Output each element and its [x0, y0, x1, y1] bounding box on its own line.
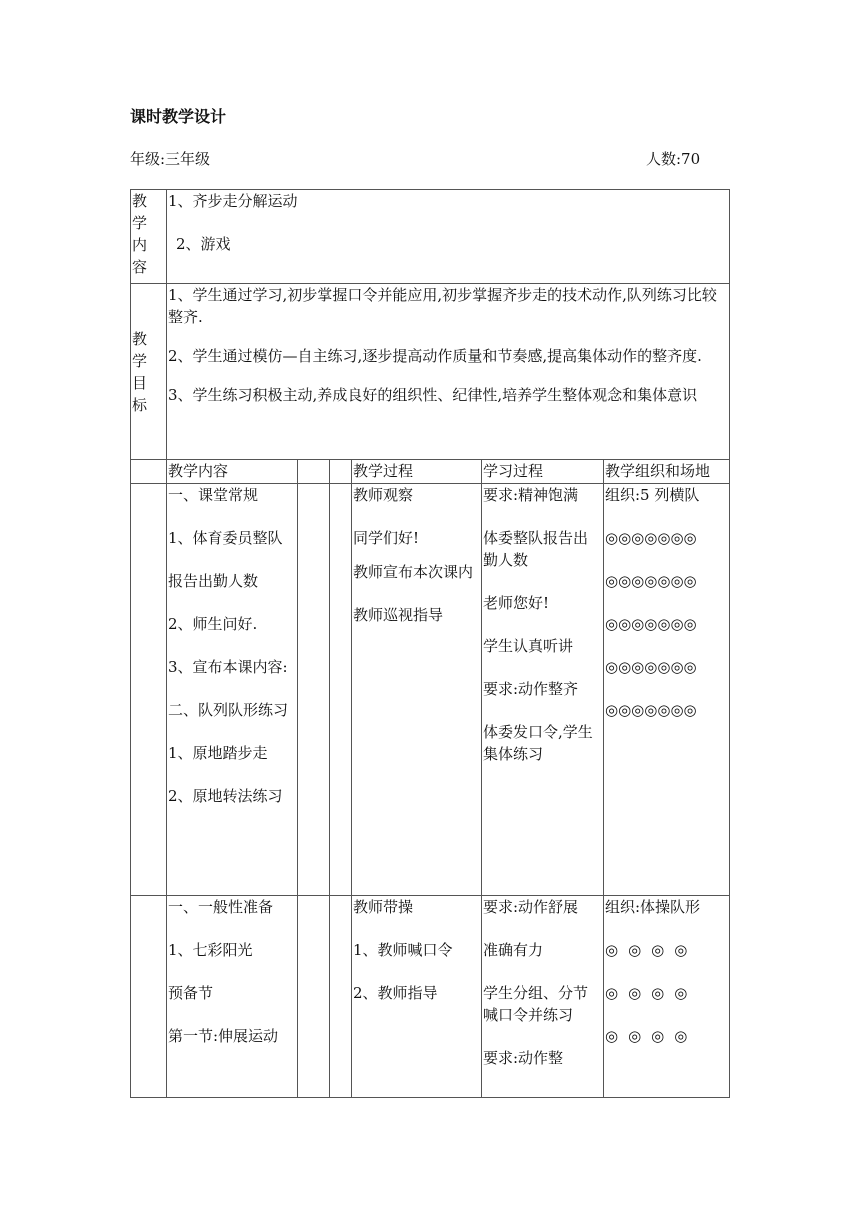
row1-organization-cell: 组织:5 列横队 ◎◎◎◎◎◎◎ ◎◎◎◎◎◎◎ ◎◎◎◎◎◎◎ ◎◎◎◎◎◎◎ ◎◎◎◎◎◎◎ — [604, 484, 730, 896]
teaching-goals-cell — [167, 284, 730, 460]
goal-item: 2、学生通过模仿—自主练习,逐步提高动作质量和节奏感,提高集体动作的整齐度. — [168, 347, 702, 365]
header-learning-process: 学习过程 — [482, 460, 604, 484]
section-row-routine — [131, 484, 730, 896]
formation-row: ◎◎◎◎◎◎◎ — [605, 529, 697, 547]
formation-row: ◎◎◎◎◎◎◎ — [605, 615, 697, 633]
formation-row: ◎◎◎◎◎◎◎ — [605, 572, 697, 590]
row2-organization-cell: 组织:体操队形 ◎◎◎◎ ◎◎◎◎ ◎◎◎◎ — [604, 896, 730, 1098]
formation-row: ◎◎◎◎ — [605, 1027, 698, 1045]
row2-learning-cell: 要求:动作舒展 准确有力 学生分组、分节喊口令并练习 要求:动作整 — [482, 896, 604, 1098]
row2-teaching-cell: 教师带操 1、教师喊口令 2、教师指导 — [352, 896, 482, 1098]
teaching-goals-row — [131, 284, 730, 460]
teaching-content-label: 教 学 内 容 — [131, 190, 167, 284]
formation-row: ◎◎◎◎ — [605, 941, 698, 959]
header-teaching-process: 教学过程 — [352, 460, 482, 484]
header-teaching-content: 教学内容 — [167, 460, 298, 484]
student-count: 人数:70 — [646, 150, 701, 168]
content-item: 1、齐步走分解运动 — [168, 192, 298, 210]
teaching-goals-label: 教 学 目 标 — [131, 284, 167, 460]
document-title: 课时教学设计 — [130, 107, 227, 126]
formation-row: ◎◎◎◎◎◎◎ — [605, 658, 697, 676]
row1-content-cell: 一、课堂常规 1、体育委员整队 报告出勤人数 2、师生问好. 3、宣布本课内容: 二、队列队形练习 1、原地踏步走 2、原地转法练习 — [167, 484, 298, 896]
grade-label: 年级:三年级 — [130, 150, 211, 168]
section-row-warmup — [131, 896, 730, 1098]
content-item: 2、游戏 — [176, 235, 231, 253]
section-header-row — [131, 460, 730, 484]
formation-row: ◎◎◎◎ — [605, 984, 698, 1002]
teaching-content-row — [131, 190, 730, 284]
row1-learning-cell: 要求:精神饱满 体委整队报告出勤人数 老师您好! 学生认真听讲 要求:动作整齐 体委发口令,学生集体练习 — [482, 484, 604, 896]
row2-content-cell: 一、一般性准备 1、七彩阳光 预备节 第一节:伸展运动 — [167, 896, 298, 1098]
formation-row: ◎◎◎◎◎◎◎ — [605, 701, 697, 719]
lesson-plan-table — [130, 189, 730, 1098]
goal-item: 1、学生通过学习,初步掌握口令并能应用,初步掌握齐步走的技术动作,队列练习比较整齐. — [168, 286, 717, 326]
teaching-content-cell — [167, 190, 730, 284]
header-organization: 教学组织和场地 — [604, 460, 730, 484]
row1-teaching-cell: 教师观察 同学们好! 教师宣布本次课内 教师巡视指导 — [352, 484, 482, 896]
goal-item: 3、学生练习积极主动,养成良好的组织性、纪律性,培养学生整体观念和集体意识 — [168, 386, 698, 404]
